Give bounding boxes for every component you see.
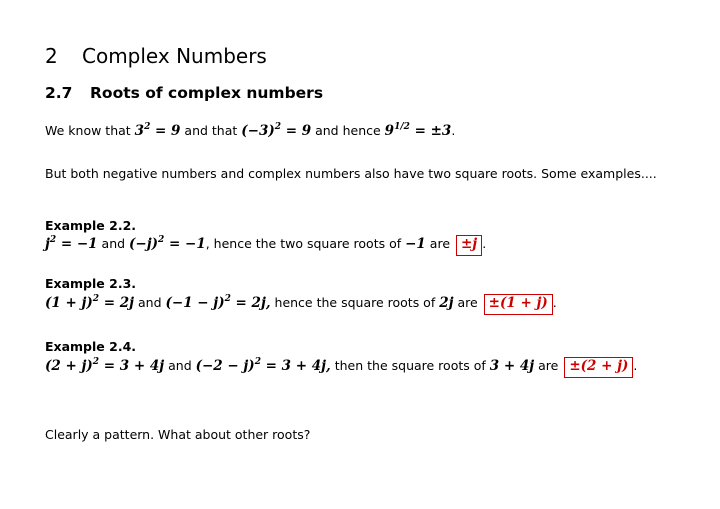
subsection-heading [45,84,323,102]
example-math-1: $(1 + j)^2 = 2j$ [45,294,135,311]
example-math-1: $(2 + j)^2 = 3 + 4j$ [45,357,165,374]
closing-paragraph: Clearly a pattern. What about other roots? [45,427,311,442]
answer-box: ±(2 + j) [564,357,633,378]
example-math-1: $j^2 = -1$ [45,235,98,252]
example-body: $(1 + j)^2 = 2j$ and $(-1 - j)^2 = 2j$, hence the square roots of 2j are ±(1 + j) . [45,294,557,315]
intro-paragraph [45,123,455,139]
example-title: Example 2.2. [45,218,137,233]
subsection-title: Roots of complex numbers [90,84,324,102]
intro-math-1: $3^2 = 9$ [134,122,181,139]
example-title: Example 2.3. [45,276,137,291]
intro-math-3: $9^{1/2} = \pm 3$ [384,122,452,139]
example-body: $(2 + j)^2 = 3 + 4j$ and $(-2 - j)^2 = 3 + 4j$, then the square roots of 3 + 4j are ±(2 + j) . [45,357,637,378]
example-math-2: $(-2 - j)^2 = 3 + 4j$, [195,357,331,374]
example-math-2: $(-1 - j)^2 = 2j$, [165,294,271,311]
note-paragraph: But both negative numbers and complex numbers also have two square roots. Some examples.... [45,166,657,181]
example-title: Example 2.4. [45,339,137,354]
example-math-3: 3 + 4j [489,358,535,374]
example-math-3: 2j [439,295,454,311]
intro-text-4: . [451,123,456,138]
section-number: 2 [45,44,58,68]
section-title: Complex Numbers [82,44,267,68]
answer-box: ±j [456,235,482,256]
intro-text-1: We know that [45,123,135,138]
intro-text-3: and hence [311,123,385,138]
example-math-3: −1 [405,236,426,252]
intro-math-2: $(-3)^2 = 9$ [241,122,312,139]
intro-text-2: and that [180,123,242,138]
answer-box: ±(1 + j) [484,294,553,315]
subsection-number: 2.7 [45,84,73,102]
example-body: $j^2 = -1$ and $(-j)^2 = -1$, hence the two square roots of −1 are ±j . [45,235,486,256]
example-math-2: $(-j)^2 = -1$ [129,235,206,252]
section-heading [45,44,267,68]
